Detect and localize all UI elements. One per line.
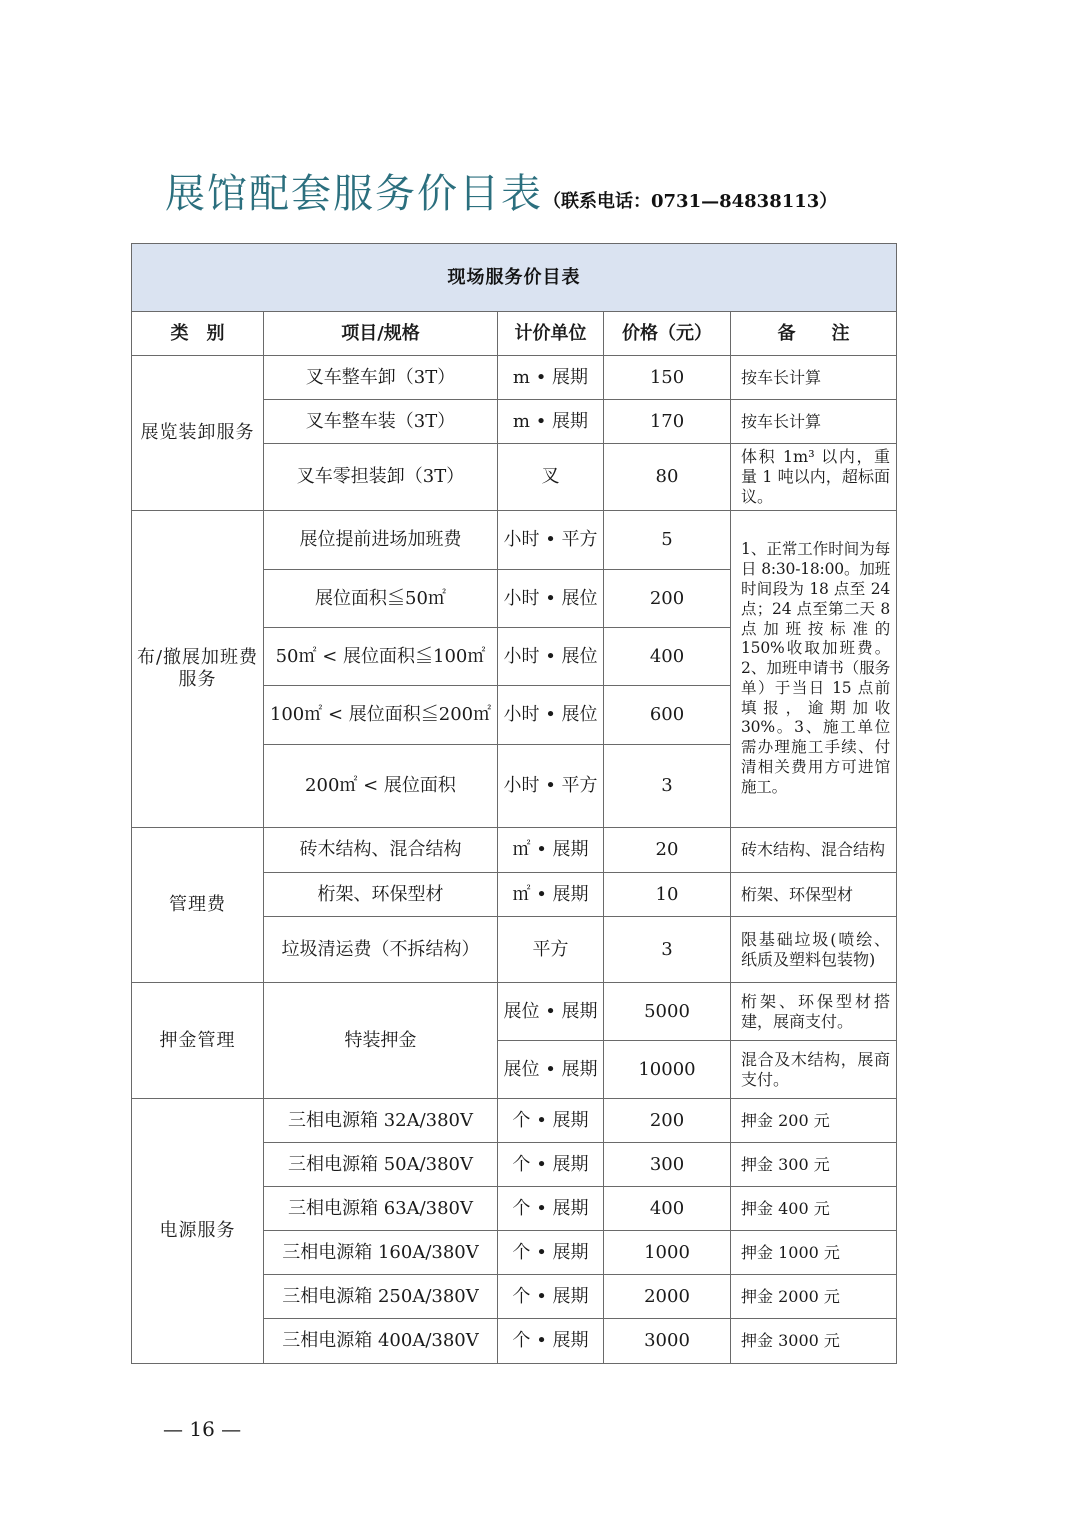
note-cell: 混合及木结构，展商支付。	[731, 1041, 897, 1099]
item-cell: 50㎡ < 展位面积≦100㎡	[264, 628, 498, 686]
unit-cell: ㎡ • 展期	[498, 828, 604, 873]
item-cell: 三相电源箱 50A/380V	[264, 1143, 498, 1187]
category-power: 电源服务	[132, 1099, 264, 1364]
item-cell: 叉车整车卸（3T）	[264, 356, 498, 400]
price-cell: 200	[604, 570, 731, 628]
item-cell: 砖木结构、混合结构	[264, 828, 498, 873]
note-cell: 桁架、环保型材搭建，展商支付。	[731, 983, 897, 1041]
overtime-note: 1、正常工作时间为每日 8:30-18:00。加班时间段为 18 点至 24 点；24 点至第二天 8 点加班按标准的 150%收取加班费。2、加班申请书（服务单）于当日 15 点前填报，逾期加收 30%。3、施工单位需办理施工手续、付清相关费用方可进馆施工。	[731, 511, 897, 828]
table-row	[132, 511, 897, 570]
header-unit: 计价单位	[498, 312, 604, 356]
unit-cell: m • 展期	[498, 356, 604, 400]
unit-cell: 展位 • 展期	[498, 983, 604, 1041]
unit-cell: 小时 • 平方	[498, 745, 604, 828]
header-item: 项目/规格	[264, 312, 498, 356]
unit-cell: 小时 • 展位	[498, 686, 604, 745]
header-category: 类 别	[132, 312, 264, 356]
note-cell: 押金 2000 元	[731, 1275, 897, 1319]
item-cell: 特装押金	[264, 983, 498, 1099]
item-cell: 100㎡ < 展位面积≦200㎡	[264, 686, 498, 745]
unit-cell: 小时 • 平方	[498, 511, 604, 570]
note-cell: 按车长计算	[731, 356, 897, 400]
item-cell: 三相电源箱 400A/380V	[264, 1319, 498, 1364]
unit-cell: ㎡ • 展期	[498, 873, 604, 917]
unit-cell: 小时 • 展位	[498, 570, 604, 628]
price-cell: 400	[604, 1187, 731, 1231]
table-row	[132, 356, 897, 400]
item-cell: 三相电源箱 160A/380V	[264, 1231, 498, 1275]
price-cell: 600	[604, 686, 731, 745]
price-cell: 2000	[604, 1275, 731, 1319]
unit-cell: m • 展期	[498, 400, 604, 444]
unit-cell: 个 • 展期	[498, 1099, 604, 1143]
price-cell: 150	[604, 356, 731, 400]
table-row	[132, 983, 897, 1041]
item-cell: 200㎡ < 展位面积	[264, 745, 498, 828]
price-cell: 80	[604, 444, 731, 511]
note-cell: 按车长计算	[731, 400, 897, 444]
category-deposit: 押金管理	[132, 983, 264, 1099]
unit-cell: 平方	[498, 917, 604, 983]
unit-cell: 小时 • 展位	[498, 628, 604, 686]
price-cell: 1000	[604, 1231, 731, 1275]
item-cell: 叉车零担装卸（3T）	[264, 444, 498, 511]
price-cell: 300	[604, 1143, 731, 1187]
price-cell: 5	[604, 511, 731, 570]
item-cell: 垃圾清运费（不拆结构）	[264, 917, 498, 983]
note-cell: 押金 3000 元	[731, 1319, 897, 1364]
note-cell: 押金 400 元	[731, 1187, 897, 1231]
unit-cell: 个 • 展期	[498, 1187, 604, 1231]
item-cell: 桁架、环保型材	[264, 873, 498, 917]
price-cell: 10000	[604, 1041, 731, 1099]
price-cell: 170	[604, 400, 731, 444]
category-management: 管理费	[132, 828, 264, 983]
header-price: 价格（元）	[604, 312, 731, 356]
price-cell: 200	[604, 1099, 731, 1143]
note-cell: 押金 1000 元	[731, 1231, 897, 1275]
table-row	[132, 1099, 897, 1143]
page-header	[165, 162, 837, 219]
contact-phone: （联系电话：0731—84838113）	[543, 191, 838, 212]
unit-cell: 个 • 展期	[498, 1231, 604, 1275]
item-cell: 三相电源箱 32A/380V	[264, 1099, 498, 1143]
price-cell: 10	[604, 873, 731, 917]
unit-cell: 叉	[498, 444, 604, 511]
item-cell: 叉车整车装（3T）	[264, 400, 498, 444]
table-row	[132, 828, 897, 873]
price-cell: 3	[604, 745, 731, 828]
header-row	[132, 312, 897, 356]
category-loading: 展览装卸服务	[132, 356, 264, 511]
table-title: 现场服务价目表	[132, 244, 897, 312]
unit-cell: 个 • 展期	[498, 1319, 604, 1364]
price-cell: 3	[604, 917, 731, 983]
category-overtime: 布/撤展加班费服务	[132, 511, 264, 828]
note-cell: 限基础垃圾(喷绘、纸质及塑料包装物)	[731, 917, 897, 983]
item-cell: 三相电源箱 250A/380V	[264, 1275, 498, 1319]
item-cell: 展位提前进场加班费	[264, 511, 498, 570]
note-cell: 桁架、环保型材	[731, 873, 897, 917]
price-table	[131, 243, 897, 1364]
price-cell: 5000	[604, 983, 731, 1041]
price-cell: 3000	[604, 1319, 731, 1364]
header-note: 备 注	[731, 312, 897, 356]
note-cell: 押金 200 元	[731, 1099, 897, 1143]
price-cell: 20	[604, 828, 731, 873]
unit-cell: 个 • 展期	[498, 1275, 604, 1319]
page-number: — 16 —	[163, 1417, 242, 1441]
unit-cell: 个 • 展期	[498, 1143, 604, 1187]
page-title: 展馆配套服务价目表	[165, 171, 543, 217]
item-cell: 三相电源箱 63A/380V	[264, 1187, 498, 1231]
unit-cell: 展位 • 展期	[498, 1041, 604, 1099]
table-title-row	[132, 244, 897, 312]
note-cell: 体积 1m³ 以内，重量 1 吨以内，超标面议。	[731, 444, 897, 511]
item-cell: 展位面积≦50㎡	[264, 570, 498, 628]
note-cell: 砖木结构、混合结构	[731, 828, 897, 873]
note-cell: 押金 300 元	[731, 1143, 897, 1187]
price-cell: 400	[604, 628, 731, 686]
